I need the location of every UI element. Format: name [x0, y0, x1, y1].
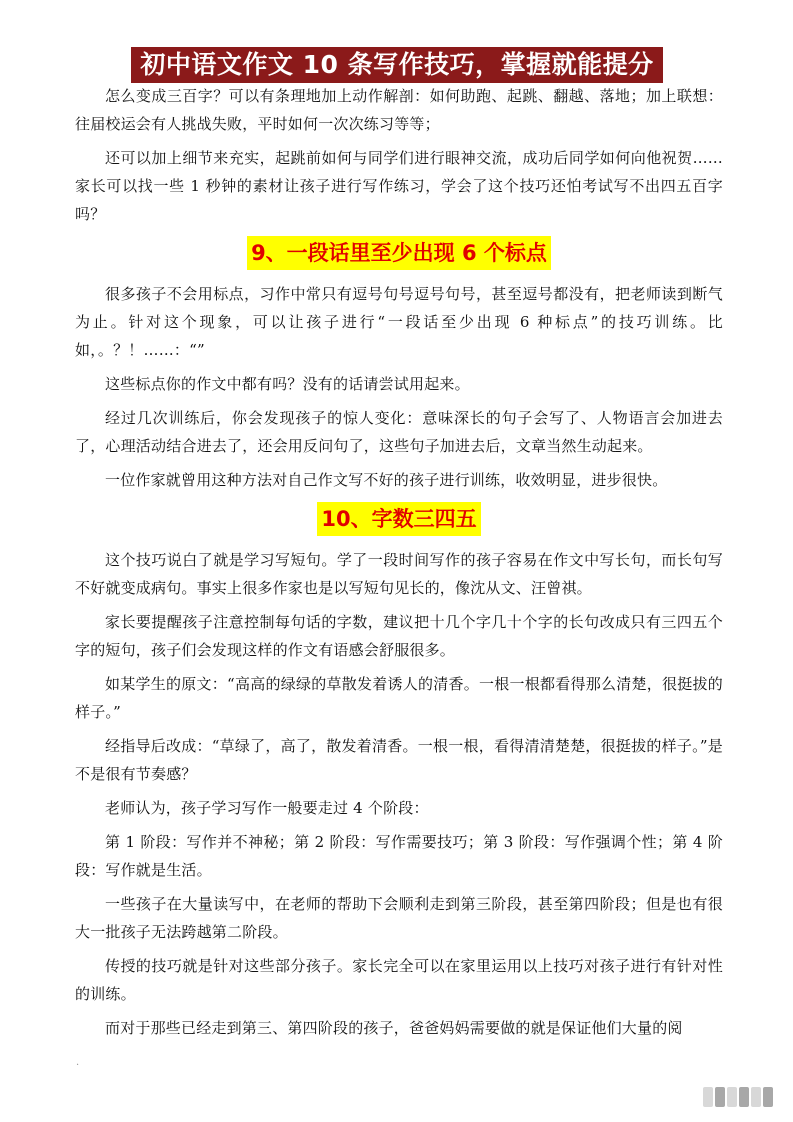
paragraph: 传授的技巧就是针对这些部分孩子。家长完全可以在家里运用以上技巧对孩子进行有针对性的训练。 — [75, 957, 723, 1003]
paragraph: 老师认为，孩子学习写作一般要走过 4 个阶段： — [105, 799, 429, 817]
page-title: 初中语文作文 10 条写作技巧，掌握就能提分 — [131, 47, 663, 83]
paragraph: 经过几次训练后，你会发现孩子的惊人变化：意味深长的句子会写了、人物语言会加进去了，心理活动结合进去了，还会用反问句了，这些句子加进去后，文章当然生动起来。 — [75, 409, 723, 455]
section-heading-10 — [75, 502, 723, 536]
section-heading-label: 9、一段话里至少出现 6 个标点 — [247, 236, 551, 270]
section-heading-label: 10、字数三四五 — [317, 502, 480, 536]
watermark-bar-icon — [703, 1087, 713, 1107]
paragraph: 家长要提醒孩子注意控制每句话的字数，建议把十几个字几十个字的长句改成只有三四五个字的短句，孩子们会发现这样的作文有语感会舒服很多。 — [75, 613, 723, 659]
paragraph: 很多孩子不会用标点，习作中常只有逗号句号逗号句号，甚至逗号都没有，把老师读到断气为止。针对这个现象，可以让孩子进行“一段话至少出现 6 种标点”的技巧训练。比如，。？！……：“” — [75, 285, 723, 359]
paragraph: 一些孩子在大量读写中，在老师的帮助下会顺利走到第三阶段，甚至第四阶段；但是也有很大一批孩子无法跨越第二阶段。 — [75, 895, 723, 941]
watermark-bar-icon — [727, 1087, 737, 1107]
paragraph: 这个技巧说白了就是学习写短句。学了一段时间写作的孩子容易在作文中写长句，而长句写不好就变成病句。事实上很多作家也是以写短句见长的，像沈从文、汪曾祺。 — [75, 551, 723, 597]
watermark-bar-icon — [739, 1087, 749, 1107]
paragraph: 第 1 阶段：写作并不神秘；第 2 阶段：写作需要技巧；第 3 阶段：写作强调个性；第 4 阶段：写作就是生活。 — [75, 833, 723, 879]
paragraph: 而对于那些已经走到第三、第四阶段的孩子，爸爸妈妈需要做的就是保证他们大量的阅 — [105, 1019, 683, 1037]
paragraph: 一位作家就曾用这种方法对自己作文写不好的孩子进行训练，收效明显，进步很快。 — [105, 471, 668, 489]
watermark-bar-icon — [715, 1087, 725, 1107]
watermark-logo — [703, 1086, 773, 1108]
watermark-bar-icon — [763, 1087, 773, 1107]
paragraph: 经指导后改成：“草绿了，高了，散发着清香。一根一根，看得清清楚楚，很挺拔的样子。”是不是很有节奏感？ — [75, 737, 723, 783]
article-body — [75, 82, 723, 1048]
section-heading-9 — [75, 236, 723, 270]
paragraph: 这些标点你的作文中都有吗？没有的话请尝试用起来。 — [105, 375, 470, 393]
paragraph: 如某学生的原文：“高高的绿绿的草散发着诱人的清香。一根一根都看得那么清楚，很挺拔的样子。” — [75, 675, 723, 721]
watermark-bar-icon — [751, 1087, 761, 1107]
paragraph: 还可以加上细节来充实，起跳前如何与同学们进行眼神交流，成功后同学如何向他祝贺……家长可以找一些 1 秒钟的素材让孩子进行写作练习，学会了这个技巧还怕考试写不出四五百字吗？ — [75, 149, 723, 223]
paragraph: 怎么变成三百字？可以有条理地加上动作解剖：如何助跑、起跳、翻越、落地；加上联想：往届校运会有人挑战失败，平时如何一次次练习等等； — [75, 87, 723, 133]
scan-dot: · — [76, 1060, 80, 1071]
